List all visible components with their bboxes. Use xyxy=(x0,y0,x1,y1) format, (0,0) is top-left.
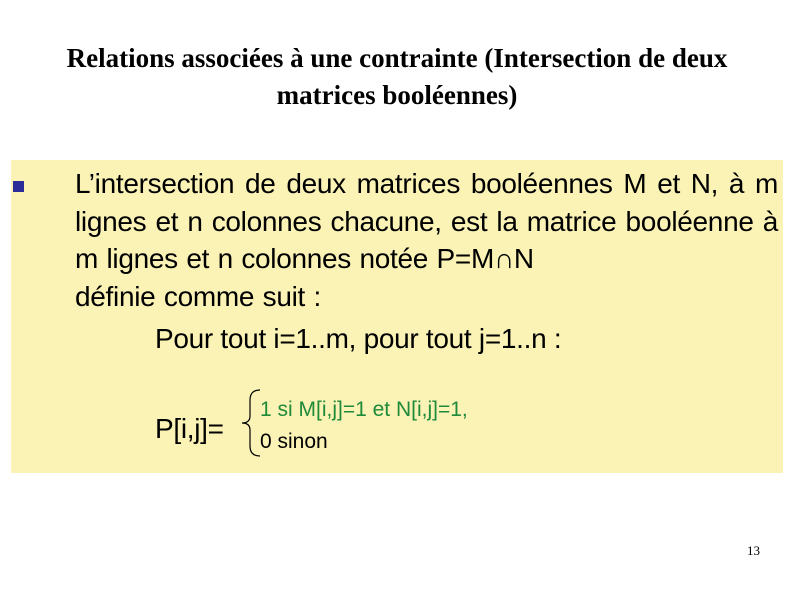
definition-text-n: N xyxy=(513,243,534,274)
definition-paragraph xyxy=(75,165,778,315)
page-number: 13 xyxy=(747,543,760,558)
piecewise-label: P[i,j]= xyxy=(155,413,224,444)
loop-statement: Pour tout i=1..m, pour tout j=1..n : xyxy=(155,323,562,354)
piecewise-case-two: 0 sinon xyxy=(260,430,328,453)
definition-last-line: définie comme suit : xyxy=(75,280,321,312)
left-brace-icon xyxy=(240,388,262,458)
square-bullet-icon xyxy=(13,181,24,192)
definition-text: L’intersection de deux matrices booléennes M et N, à m lignes et n colonnes chacune, est la matrice booléenne à m lignes et n colonnes notée P=M xyxy=(75,168,778,274)
piecewise-case-one: 1 si M[i,j]=1 et N[i,j]=1, xyxy=(260,398,468,421)
intersection-symbol: ∩ xyxy=(493,243,514,274)
slide-title: Relations associées à une contrainte (Intersection de deux matrices booléennes) xyxy=(66,43,728,110)
